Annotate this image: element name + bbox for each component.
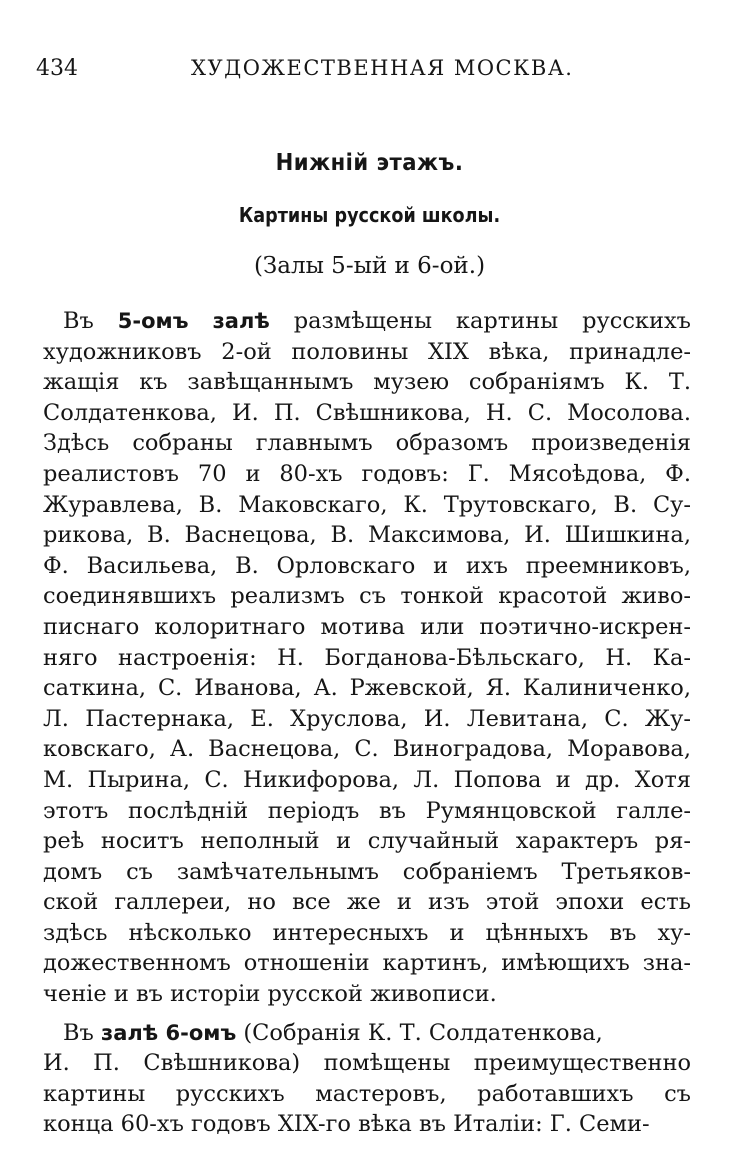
text-line: дожественномъ отношенiи картинъ, имѣющихъ зна-: [43, 950, 691, 977]
text-line: Здѣсь собраны главнымъ образомъ произведенiя: [43, 430, 691, 457]
text-line: Солдатенкова, И. П. Свѣшникова, Н. С. Мосолова.: [43, 399, 691, 426]
line-text: размѣщены картины русскихъ: [269, 308, 691, 334]
hall-name-bold: 5-омъ залѣ: [117, 309, 270, 333]
text-line: ской галлереи, но все же и изъ этой эпохи есть: [43, 889, 691, 916]
text-line: соединявшихъ реализмъ съ тонкой красотой живо-: [43, 583, 691, 610]
section-title: Нижнiй этажъ.: [275, 150, 464, 176]
section-subtitle: Картины русской школы.: [238, 203, 501, 227]
line-text: Въ: [63, 308, 118, 334]
text-line: ченiе и въ исторiи русской живописи.: [43, 981, 497, 1008]
text-line: картины русскихъ мастеровъ, работавшихъ съ: [43, 1080, 691, 1107]
text-line: домъ съ замѣчательнымъ собранiемъ Третьяков-: [43, 858, 691, 885]
hall-name-bold: залѣ 6-омъ: [101, 1020, 237, 1045]
text-line: саткина, С. Иванова, А. Ржевской, Я. Калиниченко,: [43, 675, 691, 702]
body-text: [43, 306, 691, 1140]
text-line: реалистовъ 70 и 80-хъ годовъ: Г. Мясоѣдова, Ф.: [43, 460, 691, 487]
text-line: М. Пырина, С. Никифорова, Л. Попова и др. Хотя: [43, 766, 691, 793]
page-number: 434: [36, 56, 78, 81]
text-line: [43, 306, 691, 337]
text-line: реѣ носитъ неполный и случайный характеръ ря-: [43, 828, 691, 855]
text-line: этотъ послѣднiй перiодъ въ Румянцовской галле-: [43, 797, 691, 824]
text-line: Журавлева, В. Маковскаго, К. Трутовскаго, В. Су-: [43, 491, 691, 518]
line-text: (Собранiя К. Т. Солдатенкова,: [236, 1019, 603, 1046]
text-line: Ф. Васильева, В. Орловскаго и ихъ преемниковъ,: [43, 552, 691, 579]
text-line: ковскаго, А. Васнецова, С. Виноградова, Моравова,: [43, 736, 691, 763]
text-line: художниковъ 2-ой половины XIX вѣка, принадле-: [43, 338, 691, 365]
text-line: писнаго колоритнаго мотива или поэтично-искрен-: [43, 613, 691, 640]
running-title: ХУДОЖЕСТВЕННАЯ МОСКВА.: [191, 56, 574, 80]
text-line: рикова, В. Васнецова, В. Максимова, И. Шишкина,: [43, 522, 691, 549]
paragraph-hall-6: [43, 1018, 691, 1140]
line-text: Въ: [63, 1019, 102, 1046]
text-line: жащiя къ завѣщаннымъ музею собранiямъ К. Т.: [43, 369, 691, 396]
text-line: конца 60-хъ годовъ XIX-го вѣка въ Италiи: Г. Семи-: [43, 1111, 650, 1138]
halls-heading: (Залы 5-ый и 6-ой.): [253, 253, 486, 279]
text-line: И. П. Свѣшникова) помѣщены преимущественно: [43, 1050, 691, 1077]
paragraph-hall-5: [43, 306, 691, 1010]
running-header: [36, 56, 699, 86]
text-line: здѣсь нѣсколько интересныхъ и цѣнныхъ въ ху-: [43, 919, 691, 946]
text-line: Л. Пастернака, Е. Хруслова, И. Левитана, С. Жу-: [43, 705, 691, 732]
text-line: няго настроенiя: Н. Богданова-Бѣльскаго, Н. Ка-: [43, 644, 691, 671]
text-line: [43, 1018, 691, 1049]
